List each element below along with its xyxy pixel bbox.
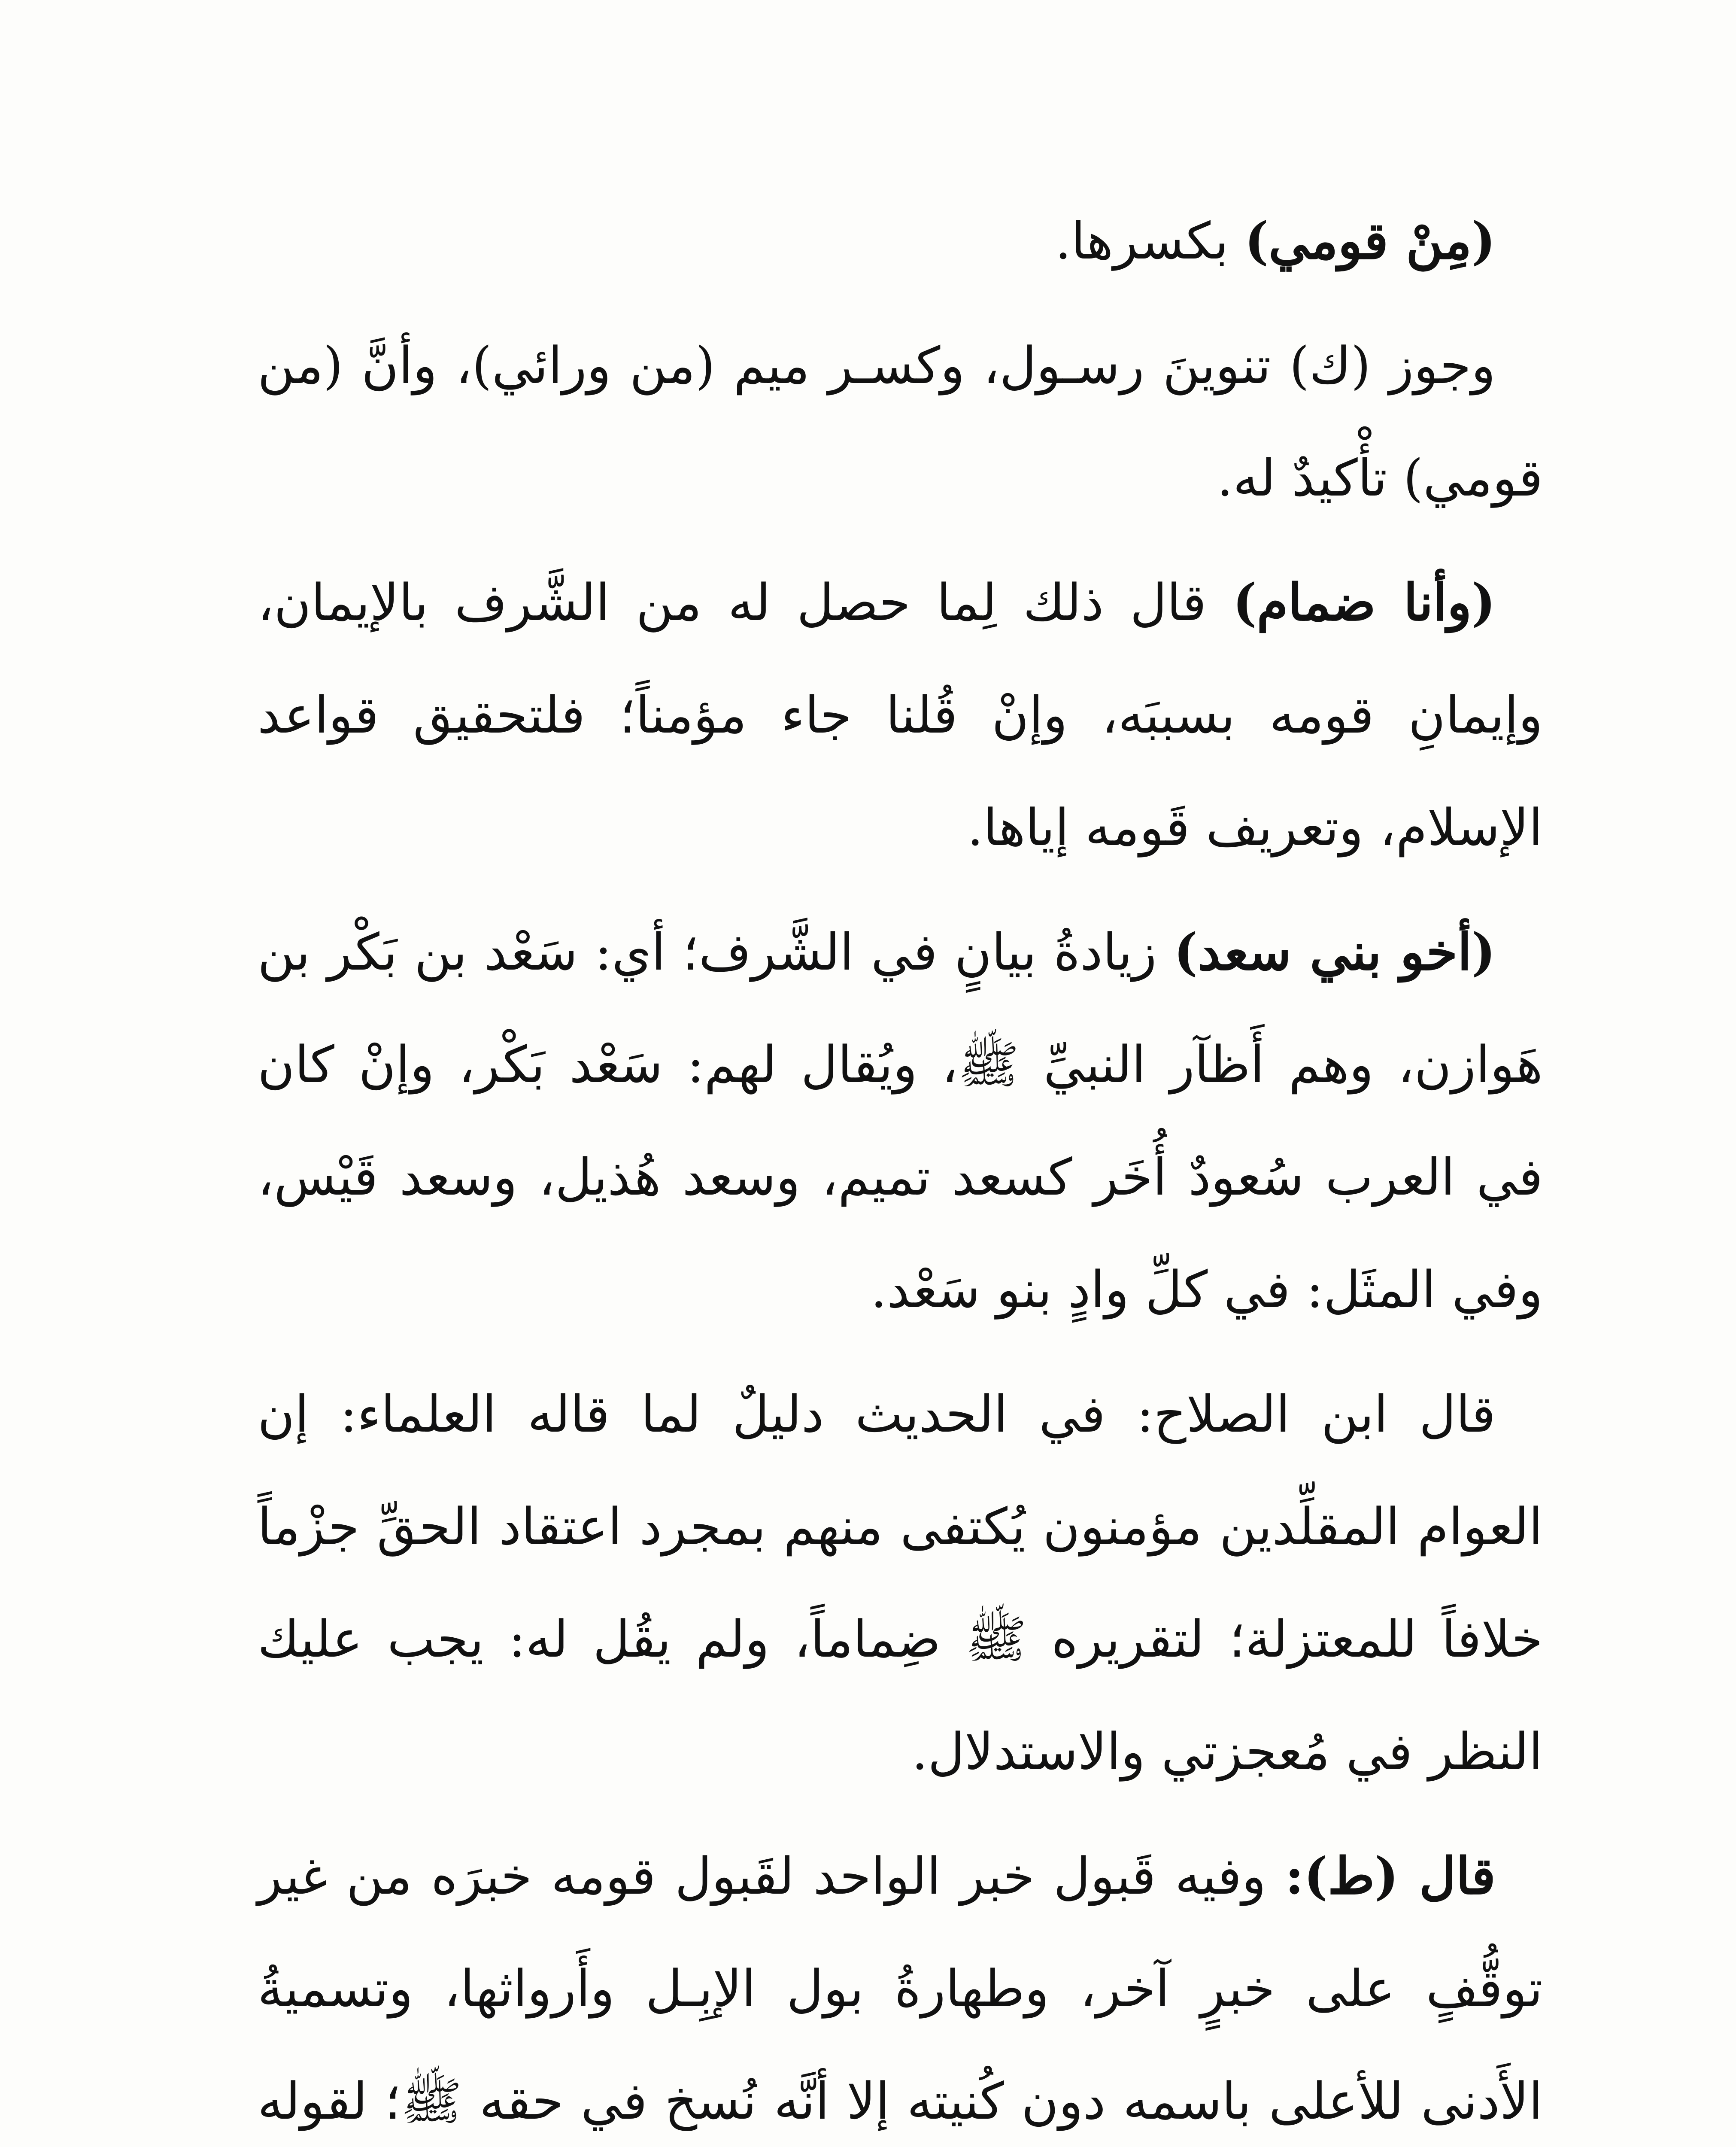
- paragraph-4-lead: (أخو بني سعد): [1174, 922, 1496, 982]
- paragraph-3: [258, 546, 1543, 884]
- paragraph-5: [258, 1358, 1543, 1808]
- paragraph-1: [258, 185, 1543, 297]
- paragraph-6: [258, 1820, 1543, 2147]
- paragraph-4: [258, 896, 1543, 1346]
- paragraph-5-text: قال ابن الصلاح: في الحديث دليلٌ لما قاله العلماء: إن العوام المقلِّدين مؤمنون يُكتفى منهم بمجرد اعتقاد الحقِّ جزْماً خلافاً للمعتزلة؛ لتقريره ﷺ ضِماماً، ولم يقُل له: يجب عليك النظر في مُعجزتي والاستدلال.: [258, 1384, 1543, 1781]
- page-body: [258, 185, 1543, 2147]
- paragraph-1-lead: (مِنْ قومي): [1244, 211, 1496, 271]
- paragraph-6-lead: قال (ط):: [1285, 1846, 1496, 1906]
- paragraph-1-text: بكسرها.: [1055, 211, 1245, 271]
- paragraph-2: [258, 309, 1543, 534]
- paragraph-2-text: وجوز (ك) تنوينَ رسـول، وكسـر ميم (من ورائي)، وأنَّ (من قومي) تأْكيدٌ له.: [258, 336, 1543, 508]
- paragraph-3-lead: (وأنا ضمام): [1232, 572, 1496, 632]
- paragraph-4-text: زيادةُ بيانٍ في الشَّرف؛ أي: سَعْد بن بَكْر بن هَوازن، وهم أَظآر النبيِّ ﷺ، ويُقال لهم: سَعْد بَكْر، وإنْ كان في العرب سُعودٌ أُخَر كسعد تميم، وسعد هُذيل، وسعد قَيْس، وفي المثَل: في كلِّ وادٍ بنو سَعْد.: [258, 922, 1543, 1319]
- paragraph-3-text: قال ذلك لِما حصل له من الشَّرف بالإيمان، وإيمانِ قومه بسببَه، وإنْ قُلنا جاء مؤمناً؛ فلتحقيق قواعد الإسلام، وتعريف قَومه إياها.: [258, 573, 1543, 857]
- paragraph-6-text: وفيه قَبول خبر الواحد لقَبول قومه خبرَه من غير توقُّفٍ على خبرٍ آخر، وطهارةُ بول الإبِـل وأَرواثها، وتسميةُ الأَدنى للأعلى باسمه دون كُنيته إلا أنَّه نُسخ في حقه ﷺ؛ لقوله: [258, 1846, 1543, 2131]
